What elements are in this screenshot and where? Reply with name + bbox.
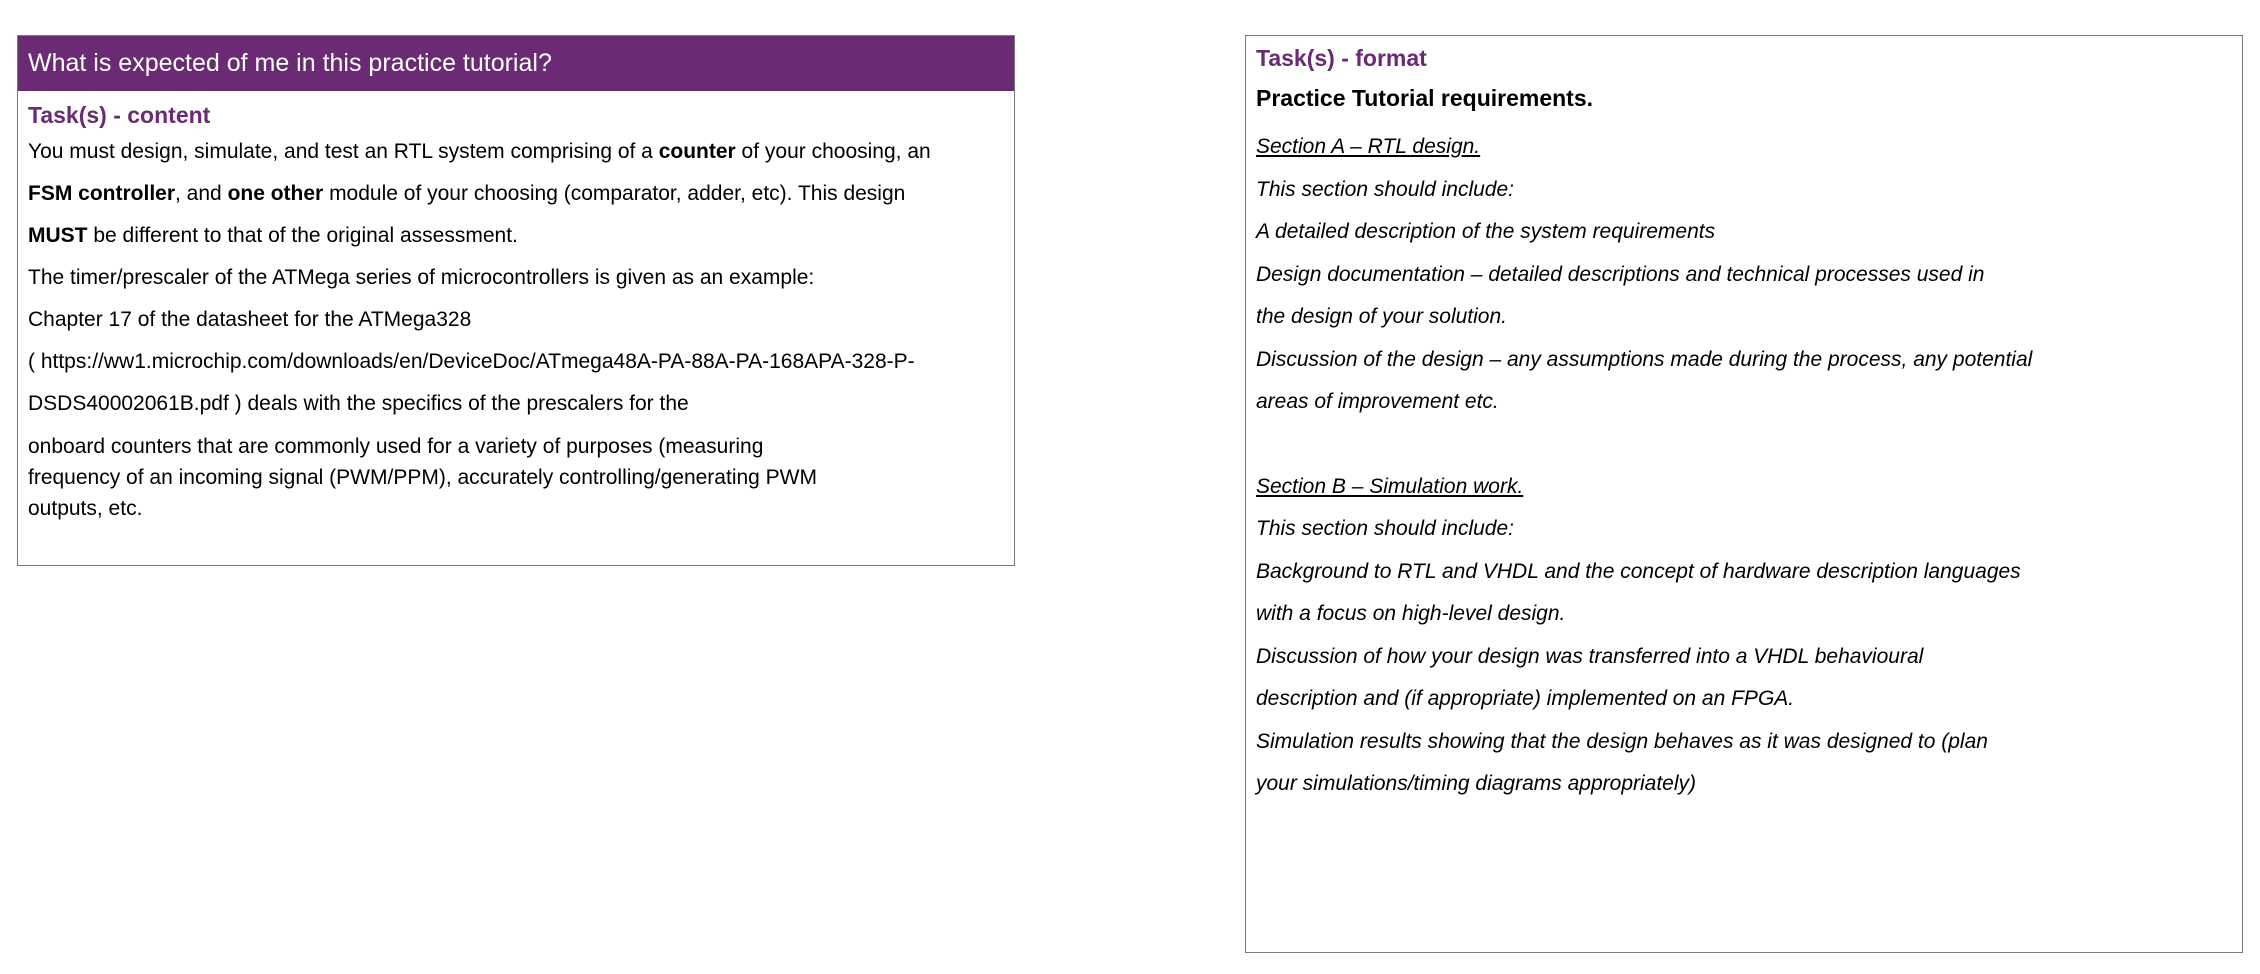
task-line-1: You must design, simulate, and test an RTL system comprising of a counter of your choosing, an bbox=[28, 140, 931, 163]
task-line-2: FSM controller, and one other module of your choosing (comparator, adder, etc). This design bbox=[28, 182, 906, 205]
content-section-title: Task(s) - content bbox=[28, 102, 211, 128]
section-b-line: Background to RTL and VHDL and the concept of hardware description languages bbox=[1256, 559, 2021, 583]
section-a bbox=[1256, 126, 2232, 424]
section-b-line: with a focus on high-level design. bbox=[1256, 602, 1566, 625]
section-a-heading: Section A – RTL design. bbox=[1256, 135, 1481, 158]
datasheet-reference: Chapter 17 of the datasheet for the ATMega328 bbox=[28, 308, 472, 331]
requirements-title: Practice Tutorial requirements. bbox=[1256, 85, 1594, 111]
counters-description: onboard counters that are commonly used for a variety of purposes (measuring frequency of an incoming signal (PWM/PPM), accurately controlling/generating PWM outputs, etc. bbox=[28, 435, 817, 520]
content-panel bbox=[17, 35, 1015, 566]
section-b-line: your simulations/timing diagrams appropriately) bbox=[1256, 772, 1697, 795]
example-intro: The timer/prescaler of the ATMega series of microcontrollers is given as an example: bbox=[28, 266, 815, 289]
section-b-line: Discussion of how your design was transferred into a VHDL behavioural bbox=[1256, 644, 1924, 668]
format-panel bbox=[1245, 35, 2243, 953]
datasheet-url: ( https://ww1.microchip.com/downloads/en/DeviceDoc/ATmega48A-PA-88A-PA-168APA-328-P- bbox=[28, 350, 915, 373]
section-b-line: This section should include: bbox=[1256, 517, 1514, 540]
section-a-line: areas of improvement etc. bbox=[1256, 390, 1499, 413]
format-section-title: Task(s) - format bbox=[1256, 45, 1427, 71]
section-a-line: A detailed description of the system requirements bbox=[1256, 220, 1716, 243]
section-a-line: Discussion of the design – any assumptions made during the process, any potential bbox=[1256, 347, 2033, 371]
task-description bbox=[28, 131, 1004, 425]
panel-header: What is expected of me in this practice tutorial? bbox=[18, 36, 1014, 91]
section-a-line: Design documentation – detailed descriptions and technical processes used in bbox=[1256, 262, 1985, 286]
task-line-3: MUST be different to that of the original assessment. bbox=[28, 224, 518, 247]
section-a-line: This section should include: bbox=[1256, 177, 1514, 201]
section-b-line: Simulation results showing that the design behaves as it was designed to (plan bbox=[1256, 729, 1988, 753]
section-b-line: description and (if appropriate) implemented on an FPGA. bbox=[1256, 687, 1795, 710]
datasheet-url-continued: DSDS40002061B.pdf ) deals with the specifics of the prescalers for the bbox=[28, 392, 689, 415]
section-b-heading: Section B – Simulation work. bbox=[1256, 474, 1524, 498]
section-b bbox=[1256, 466, 2232, 806]
section-a-line: the design of your solution. bbox=[1256, 305, 1507, 328]
